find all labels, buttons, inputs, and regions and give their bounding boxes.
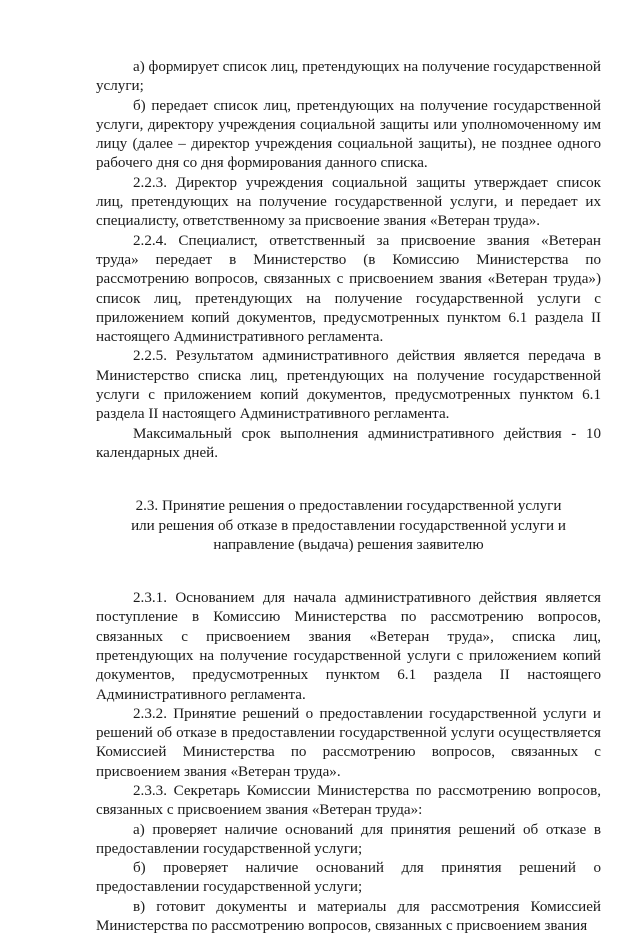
paragraph-max-term: Максимальный срок выполнения административного действия - 10 календарных дней. [96, 425, 601, 461]
paragraph-2-3-1: 2.3.1. Основанием для начала административного действия является поступление в Комиссию Министерства по рассмотрению вопросов, связанных с присвоением звания «Ветеран труда», списка лиц, претендующих на получение государственной услуги с приложением копий документов, предусмотренных пунктом 6.1 раздела II настоящего Административного регламента. [96, 590, 601, 703]
paragraph-2-2-4: 2.2.4. Специалист, ответственный за присвоение звания «Ветеран труда» передает в Министерство (в Комиссию Министерства по рассмотрению вопросов, связанных с присвоением звания «Ветеран труда») список лиц, претендующих на получение государственной услуги с приложением копий документов, предусмотренных пунктом 6.1 раздела II настоящего Административного регламента. [96, 232, 601, 346]
paragraph-2-3-3-b: б) проверяет наличие оснований для принятия решений о предоставлении государственной услуги; [96, 860, 601, 896]
paragraph-2-3-3: 2.3.3. Секретарь Комиссии Министерства по рассмотрению вопросов, связанных с присвоением звания «Ветеран труда»: [96, 782, 601, 819]
document-page [96, 58, 601, 936]
paragraph-2-3-3-a: а) проверяет наличие оснований для принятия решений об отказе в предоставлении государственной услуги; [96, 821, 601, 857]
paragraph-item-a: а) формирует список лиц, претендующих на получение государственной услуги; [96, 59, 601, 95]
paragraph-2-3-2: 2.3.2. Принятие решений о предоставлении государственной услуги и решений об отказе в предоставлении государственной услуги осуществляется Комиссией Министерства по рассмотрению вопросов, связанных с присвоением звания «Ветеран труда». [96, 705, 601, 780]
section-heading: 2.3. Принятие решения о предоставлении государственной услуги или решения об отказе в предоставлении государственной услуги и направление (выдача) решения заявителю [131, 498, 566, 554]
paragraph-2-3-3-v: в) готовит документы и материалы для рассмотрения Комиссией Министерства по рассмотрению вопросов, связанных с присвоением звания [96, 898, 601, 935]
paragraph-2-2-5: 2.2.5. Результатом административного действия является передача в Министерство списка лиц, претендующих на получение государственной услуги с приложением копий документов, предусмотренных пунктом 6.1 раздела II настоящего Административного регламента. [96, 348, 601, 423]
paragraph-2-2-3: 2.2.3. Директор учреждения социальной защиты утверждает список лиц, претендующих на получение государственной услуги, и передает их специалисту, ответственному за присвоение звания «Ветеран труда». [96, 174, 601, 230]
paragraph-item-b: б) передает список лиц, претендующих на получение государственной услуги, директору учреждения социальной защиты или уполномоченному им лицу (далее – директор учреждения социальной защиты), не позднее одного рабочего дня со дня формирования данного списка. [96, 97, 601, 172]
